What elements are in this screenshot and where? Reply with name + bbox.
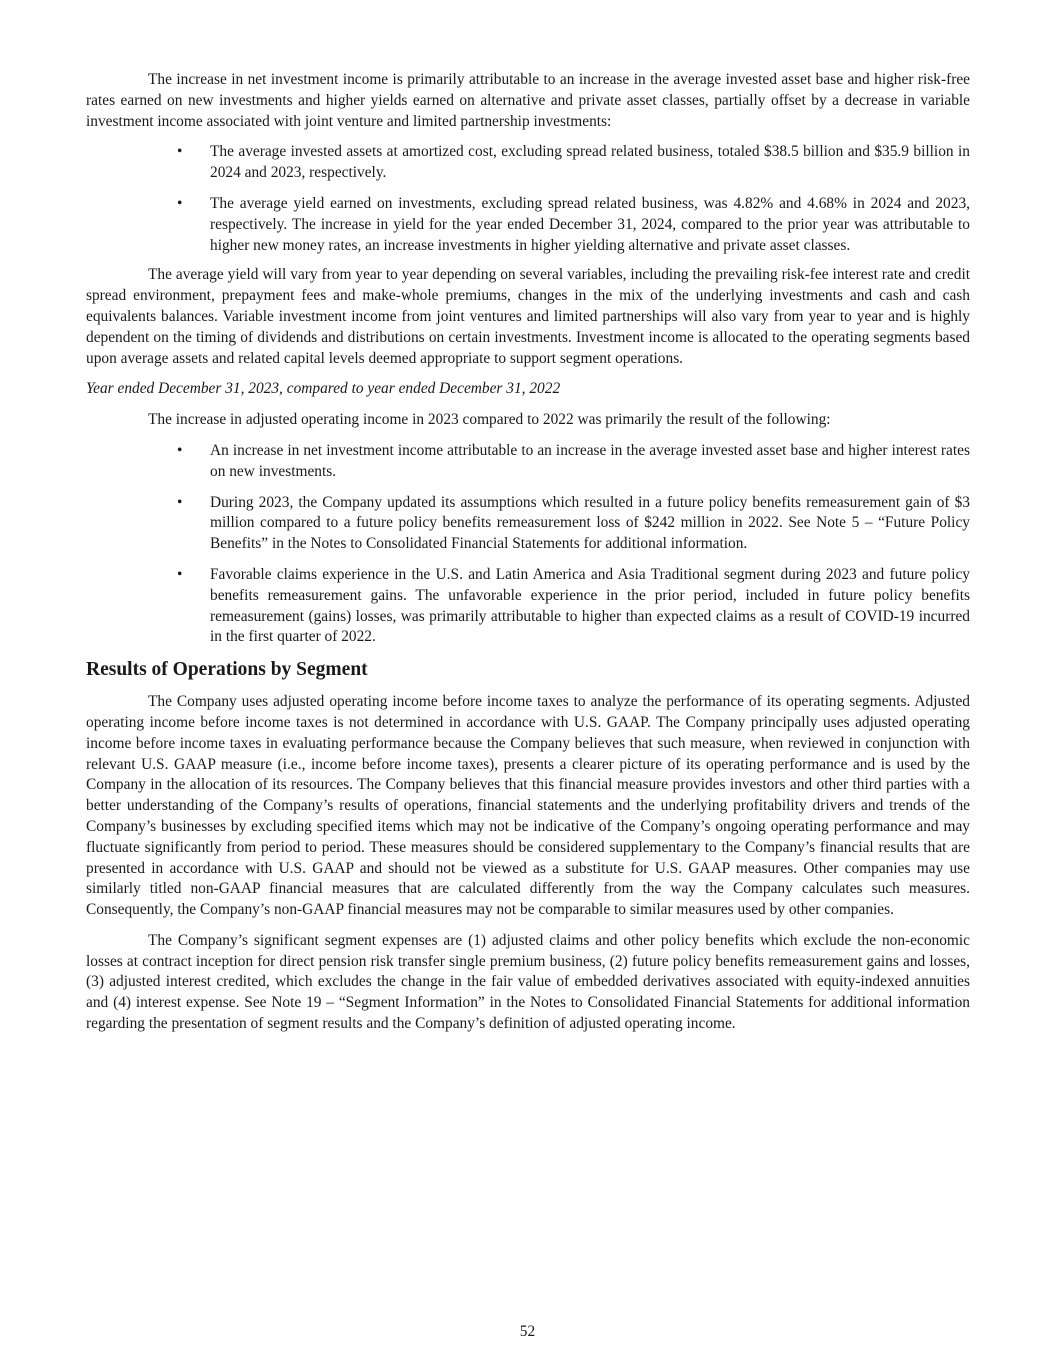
list-item bbox=[86, 441, 970, 483]
bullet-glyph: • bbox=[177, 194, 183, 212]
list-item bbox=[86, 194, 970, 256]
bullet-glyph: • bbox=[177, 441, 183, 459]
yield-paragraph: The average yield will vary from year to year depending on several variables, including the prevailing risk-fee interest rate and credit spread environment, prepayment fees and make-whole premiums, changes in the mix of the underlying investments and cash and cash equivalents balances. Variable investment income from joint ventures and limited partnerships will also vary from year to year and is highly dependent on the timing of dividends and distributions on certain investments. Investment income is allocated to the operating segments based upon average assets and related capital levels deemed appropriate to support segment operations. bbox=[86, 266, 970, 367]
document-body bbox=[86, 70, 970, 1035]
bullet-text: During 2023, the Company updated its assumptions which resulted in a future policy benefits remeasurement gain of $3 million compared to a future policy benefits remeasurement loss of $242 million in 2022. See Note 5 – “Future Policy Benefits” in the Notes to Consolidated Financial Statements for additional information. bbox=[210, 493, 970, 553]
page-number: 52 bbox=[519, 1323, 536, 1340]
section-heading: Results of Operations by Segment bbox=[86, 659, 368, 681]
subheading-2023: Year ended December 31, 2023, compared to year ended December 31, 2022 bbox=[86, 380, 561, 398]
intro-paragraph: The increase in net investment income is primarily attributable to an increase in the average invested asset base and higher risk-free rates earned on new investments and higher yields earned on alternative and private asset classes, partially offset by a decrease in variable investment income associated with joint venture and limited partnership investments: bbox=[86, 71, 970, 130]
list-item bbox=[86, 565, 970, 648]
list-item bbox=[86, 493, 970, 555]
segment-paragraph-2: The Company’s significant segment expenses are (1) adjusted claims and other policy benefits which exclude the non-economic losses at contract inception for direct pension risk transfer single premium business, (2) future policy benefits remeasurement gains and losses, (3) adjusted interest credited, which excludes the change in the fair value of embedded derivatives associated with equity-indexed annuities and (4) interest expense. See Note 19 – “Segment Information” in the Notes to Consolidated Financial Statements for additional information regarding the presentation of segment results and the Company’s definition of adjusted operating income. bbox=[86, 931, 970, 1033]
bullet-text: Favorable claims experience in the U.S. and Latin America and Asia Traditional segment during 2023 and future policy benefits remeasurement gains. The unfavorable experience in the prior period, included in future policy benefits remeasurement (gains) losses, was primarily attributable to higher than expected claims as a result of COVID-19 incurred in the first quarter of 2022. bbox=[210, 565, 970, 646]
increase-2023-paragraph: The increase in adjusted operating income in 2023 compared to 2022 was primarily the result of the following: bbox=[148, 411, 831, 429]
bullet-glyph: • bbox=[177, 493, 183, 511]
bullet-text: The average invested assets at amortized cost, excluding spread related business, totaled $38.5 billion and $35.9 billion in 2024 and 2023, respectively. bbox=[210, 143, 970, 182]
investment-bullet-list bbox=[86, 142, 970, 256]
list-item bbox=[86, 142, 970, 184]
bullet-glyph: • bbox=[177, 143, 183, 161]
bullet-glyph: • bbox=[177, 565, 183, 583]
segment-paragraph-1: The Company uses adjusted operating income before income taxes to analyze the performance of its operating segments. Adjusted operating income before income taxes is not determined in accordance with U.S. GAAP. The Company principally uses adjusted operating income before income taxes in evaluating performance because the Company believes that such measure, when reviewed in conjunction with relevant U.S. GAAP measure (i.e., income before income taxes), presents a clearer picture of its operating performance and is used by the Company in the allocation of its resources. The Company believes that this financial measure provides investors and other third parties with a better understanding of the Company’s results of operations, financial statements and the underlying profitability drivers and trends of the Company’s businesses by excluding specified items which may not be indicative of the Company’s ongoing operating performance and may fluctuate significantly from period to period. These measures should be considered supplementary to the Company’s financial results that are presented in accordance with U.S. GAAP and should not be viewed as a substitute for U.S. GAAP measures. Other companies may use similarly titled non-GAAP financial measures that are calculated differently from the way the Company calculates such measures. Consequently, the Company’s non-GAAP financial measures may not be comparable to similar measures used by other companies. bbox=[86, 693, 970, 919]
bullet-text: The average yield earned on investments, excluding spread related business, was 4.82% and 4.68% in 2024 and 2023, respectively. The increase in yield for the year ended December 31, 2024, compared to the prior year was attributable to higher new money rates, an increase investments in higher yielding alternative and private asset classes. bbox=[210, 194, 970, 254]
bullet-list-2023 bbox=[86, 441, 970, 648]
bullet-text: An increase in net investment income attributable to an increase in the average invested asset base and higher interest rates on new investments. bbox=[210, 441, 970, 480]
